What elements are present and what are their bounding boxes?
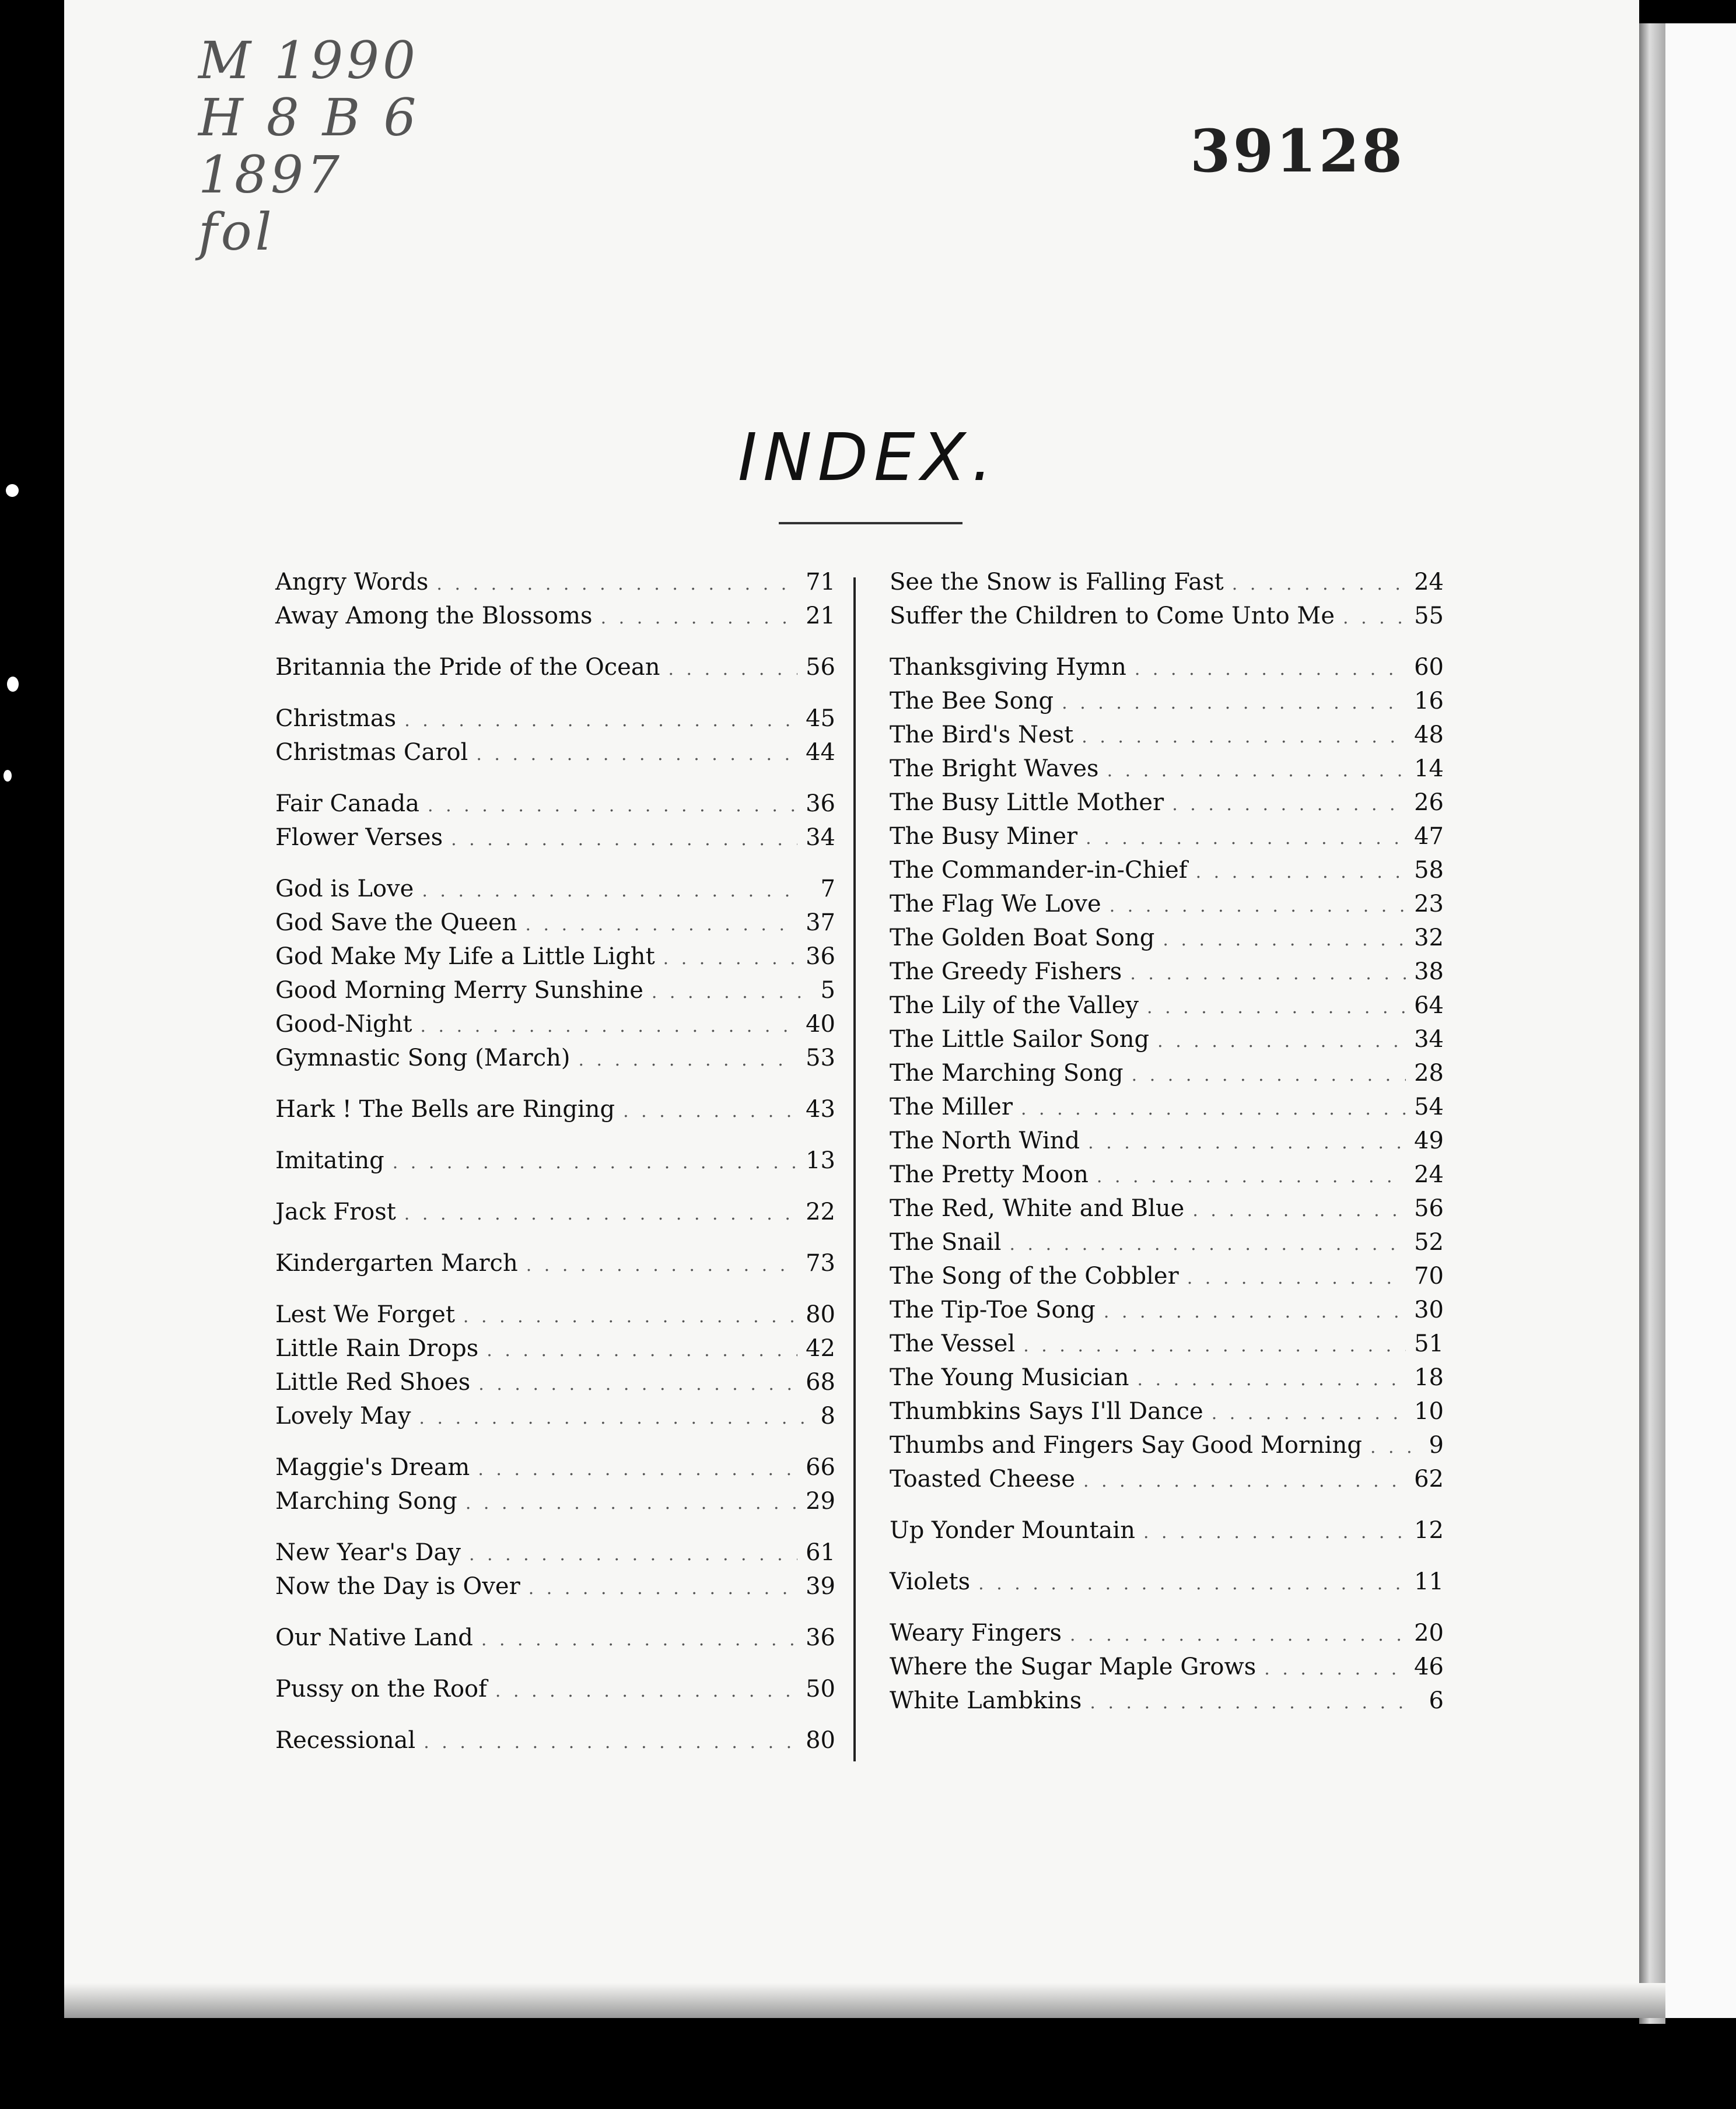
index-entry [890,1517,1444,1551]
index-entry [890,1653,1444,1687]
accession-number: 39128 [1190,117,1405,185]
dot-leader [1086,828,1406,849]
entry-page-number: 7 [820,875,835,902]
entry-title: The Song of the Cobbler [890,1263,1179,1290]
entry-page-number: 47 [1414,823,1444,850]
index-column-left [275,569,835,1761]
index-entry [275,875,835,909]
entry-title: God Save the Queen [275,909,517,936]
entry-page-number: 22 [806,1199,835,1225]
entry-title: Maggie's Dream [275,1454,470,1481]
entry-title: Now the Day is Over [275,1573,520,1600]
entry-title: Violets [890,1568,971,1595]
entry-title: The Young Musician [890,1364,1129,1391]
entry-page-number: 23 [1414,891,1444,917]
dot-leader [1062,693,1406,713]
entry-page-number: 28 [1414,1060,1444,1087]
entry-title: Imitating [275,1147,384,1174]
index-entry [890,891,1444,924]
entry-title: The Miller [890,1094,1013,1120]
entry-title: Lovely May [275,1403,411,1430]
entry-title: See the Snow is Falling Fast [890,569,1224,595]
entry-title: Angry Words [275,569,429,595]
entry-title: The Red, White and Blue [890,1195,1185,1222]
index-entry [275,909,835,943]
index-entry [890,958,1444,992]
dot-leader [1082,727,1406,747]
entry-title: Hark ! The Bells are Ringing [275,1096,615,1123]
index-entry [275,1539,835,1573]
entry-page-number: 43 [806,1096,835,1123]
entry-title: The Bee Song [890,688,1054,714]
index-entry [890,1297,1444,1330]
entry-page-number: 24 [1414,569,1444,595]
index-entry [275,739,835,773]
dot-leader [526,1255,797,1276]
index-entry [890,1229,1444,1263]
dot-leader [1147,997,1406,1018]
dot-leader [1009,1234,1406,1255]
index-entry [275,705,835,739]
catalog-line: fol [198,202,275,262]
entry-title: The Busy Little Mother [890,789,1164,816]
entry-page-number: 73 [806,1250,835,1277]
index-entry [275,1045,835,1078]
index-entry [275,1369,835,1403]
index-entry [890,721,1444,755]
dot-leader [422,881,804,901]
entry-page-number: 16 [1414,688,1444,714]
dot-leader [1196,862,1406,882]
column-divider [853,577,856,1761]
index-entry [275,1624,835,1658]
entry-page-number: 68 [806,1369,835,1396]
index-entry [890,823,1444,857]
entry-title: Christmas [275,705,397,732]
entry-page-number: 6 [1429,1687,1444,1714]
entry-page-number: 54 [1414,1094,1444,1120]
entry-title: God is Love [275,875,414,902]
dot-leader [436,574,797,594]
index-entry [275,1011,835,1045]
entry-page-number: 36 [806,1624,835,1651]
entry-title: Recessional [275,1727,416,1754]
dot-leader [1264,1659,1406,1679]
entry-page-number: 56 [1414,1195,1444,1222]
dot-leader [663,948,797,969]
dot-leader [668,659,797,679]
dot-leader [481,1630,797,1650]
dot-leader [652,982,804,1003]
entry-title: New Year's Day [275,1539,461,1566]
index-entry [890,654,1444,688]
index-entry [890,1195,1444,1229]
entry-page-number: 34 [806,824,835,851]
entry-page-number: 32 [1414,924,1444,951]
entry-page-number: 18 [1414,1364,1444,1391]
page-bottom-shadow [64,1983,1665,2018]
index-entry [275,602,835,636]
index-entry [275,977,835,1011]
dot-leader [1088,1133,1406,1153]
index-entry [275,1147,835,1181]
index-entry [890,1060,1444,1094]
entry-title: The Tip-Toe Song [890,1297,1096,1323]
entry-title: Up Yonder Mountain [890,1517,1135,1544]
entry-title: Thumbs and Fingers Say Good Morning [890,1432,1362,1459]
index-entry [275,654,835,688]
entry-title: Good Morning Merry Sunshine [275,977,643,1004]
entry-page-number: 5 [820,977,835,1004]
index-entry [275,1454,835,1488]
entry-page-number: 80 [806,1727,835,1754]
entry-page-number: 12 [1414,1517,1444,1544]
index-entry [275,1727,835,1761]
index-entry [890,789,1444,823]
entry-page-number: 14 [1414,755,1444,782]
next-page-strip [1665,23,1736,2018]
index-entry [890,569,1444,602]
entry-title: The Busy Miner [890,823,1078,850]
index-entry [275,1199,835,1232]
index-entry [890,1620,1444,1653]
dot-leader [1138,1369,1406,1390]
dot-leader [469,1544,797,1565]
entry-page-number: 52 [1414,1229,1444,1256]
entry-page-number: 36 [806,943,835,970]
entry-page-number: 50 [806,1676,835,1702]
dot-leader [1192,1200,1406,1221]
entry-page-number: 20 [1414,1620,1444,1646]
index-entry [275,1250,835,1284]
entry-title: Little Red Shoes [275,1369,471,1396]
entry-page-number: 38 [1414,958,1444,985]
dot-leader [1163,930,1406,950]
entry-title: The Flag We Love [890,891,1101,917]
index-entry [890,1330,1444,1364]
dot-leader [463,1306,797,1327]
entry-page-number: 30 [1414,1297,1444,1323]
entry-page-number: 48 [1414,721,1444,748]
entry-title: God Make My Life a Little Light [275,943,655,970]
entry-title: Little Rain Drops [275,1335,479,1362]
entry-page-number: 36 [806,790,835,817]
entry-page-number: 71 [806,569,835,595]
dot-leader [1172,794,1406,815]
index-entry [890,1687,1444,1721]
entry-page-number: 55 [1414,602,1444,629]
dot-leader [601,608,798,628]
entry-title: Away Among the Blossoms [275,602,593,629]
entry-page-number: 34 [1414,1026,1444,1053]
dot-leader [428,796,797,816]
index-entry [890,602,1444,636]
dot-leader [578,1050,797,1070]
dot-leader [1107,761,1406,781]
entry-page-number: 80 [806,1301,835,1328]
index-entry [890,755,1444,789]
dot-leader [451,829,797,850]
page-title: INDEX. [737,420,999,496]
entry-page-number: 42 [806,1335,835,1362]
dot-leader [1104,1302,1406,1322]
dot-leader [1343,608,1406,628]
dot-leader [1097,1166,1406,1187]
entry-title: The Pretty Moon [890,1161,1088,1188]
entry-title: Gymnastic Song (March) [275,1045,570,1071]
entry-page-number: 24 [1414,1161,1444,1188]
entry-page-number: 70 [1414,1263,1444,1290]
index-entry [275,824,835,858]
entry-title: Marching Song [275,1488,457,1515]
entry-title: Pussy on the Roof [275,1676,487,1702]
entry-title: Flower Verses [275,824,443,851]
index-column-right [890,569,1444,1721]
entry-page-number: 40 [806,1011,835,1038]
entry-title: The Marching Song [890,1060,1124,1087]
entry-page-number: 13 [806,1147,835,1174]
index-entry [275,1676,835,1709]
entry-title: The Golden Boat Song [890,924,1155,951]
index-entry [275,1403,835,1437]
dot-leader [419,1408,804,1428]
index-entry [890,857,1444,891]
index-entry [890,1161,1444,1195]
entry-page-number: 46 [1414,1653,1444,1680]
entry-title: The Little Sailor Song [890,1026,1150,1053]
entry-title: Fair Canada [275,790,420,817]
index-entry [890,1094,1444,1127]
entry-page-number: 10 [1414,1398,1444,1425]
entry-page-number: 60 [1414,654,1444,681]
index-entry [275,943,835,977]
catalog-line: H 8 B 6 [198,87,420,148]
entry-page-number: 44 [806,739,835,766]
entry-page-number: 56 [806,654,835,681]
dot-leader [424,1732,797,1753]
entry-page-number: 53 [806,1045,835,1071]
entry-page-number: 58 [1414,857,1444,884]
dot-leader [1232,574,1406,594]
index-entry [890,924,1444,958]
dot-leader [1070,1625,1406,1645]
dot-leader [1132,1065,1406,1085]
entry-title: Suffer the Children to Come Unto Me [890,602,1335,629]
entry-title: The Snail [890,1229,1002,1256]
entry-title: The Bird's Nest [890,721,1074,748]
entry-page-number: 9 [1429,1432,1444,1459]
entry-page-number: 45 [806,705,835,732]
entry-title: The Vessel [890,1330,1016,1357]
dot-leader [1021,1099,1406,1119]
entry-title: Toasted Cheese [890,1466,1076,1493]
dot-leader [1143,1522,1406,1543]
dot-leader [1083,1471,1406,1491]
index-entry [890,688,1444,721]
entry-title: The Commander-in-Chief [890,857,1188,884]
entry-page-number: 39 [806,1573,835,1600]
dot-leader [978,1574,1406,1594]
entry-title: Where the Sugar Maple Grows [890,1653,1256,1680]
entry-page-number: 8 [820,1403,835,1430]
entry-title: Good-Night [275,1011,412,1038]
catalog-line: M 1990 [198,30,419,90]
dot-leader [487,1340,797,1361]
entry-page-number: 62 [1414,1466,1444,1493]
dot-leader [393,1152,797,1173]
dot-leader [623,1101,797,1122]
entry-page-number: 51 [1414,1330,1444,1357]
entry-title: Thanksgiving Hymn [890,654,1126,681]
dot-leader [1090,1693,1412,1713]
index-entry [890,1466,1444,1500]
dot-leader [525,915,797,935]
index-entry [275,790,835,824]
entry-title: The Bright Waves [890,755,1099,782]
entry-page-number: 61 [806,1539,835,1566]
entry-title: Kindergarten March [275,1250,518,1277]
index-entry [890,1568,1444,1602]
entry-title: The Lily of the Valley [890,992,1139,1019]
entry-page-number: 21 [806,602,835,629]
page-edge-shadow [1639,23,1665,2024]
entry-title: Our Native Land [275,1624,473,1651]
dot-leader [478,1374,797,1395]
index-entry [275,1488,835,1522]
index-entry [890,1398,1444,1432]
entry-title: The North Wind [890,1127,1080,1154]
entry-title: Thumbkins Says I'll Dance [890,1398,1203,1425]
dot-leader [1135,659,1406,679]
catalog-line: 1897 [198,145,343,205]
scan-speck [4,770,12,782]
dot-leader [1212,1403,1406,1424]
entry-page-number: 26 [1414,789,1444,816]
dot-leader [1370,1437,1412,1458]
dot-leader [1023,1336,1406,1356]
entry-title: Lest We Forget [275,1301,455,1328]
index-entry [275,1335,835,1369]
index-entry [890,992,1444,1026]
entry-page-number: 11 [1414,1568,1444,1595]
entry-title: White Lambkins [890,1687,1082,1714]
index-entry [275,1096,835,1130]
entry-page-number: 29 [806,1488,835,1515]
dot-leader [476,744,797,765]
title-rule [779,522,963,524]
dot-leader [1130,964,1406,984]
index-entry [890,1432,1444,1466]
dot-leader [495,1681,797,1701]
handwritten-catalog-mark [198,32,419,261]
entry-page-number: 37 [806,909,835,936]
index-entry [890,1127,1444,1161]
dot-leader [528,1578,797,1599]
dot-leader [1110,896,1406,916]
dot-leader [466,1493,797,1514]
scan-speck [7,677,19,692]
index-entry [275,569,835,602]
index-entry [890,1026,1444,1060]
entry-title: The Greedy Fishers [890,958,1122,985]
dot-leader [478,1459,797,1480]
dot-leader [404,710,797,731]
dot-leader [420,1016,797,1036]
index-entry [275,1573,835,1607]
entry-title: Christmas Carol [275,739,468,766]
entry-title: Britannia the Pride of the Ocean [275,654,660,681]
dot-leader [404,1204,797,1224]
index-entry [275,1301,835,1335]
entry-page-number: 64 [1414,992,1444,1019]
index-entry [890,1263,1444,1297]
entry-title: Jack Frost [275,1199,396,1225]
index-entry [890,1364,1444,1398]
entry-page-number: 49 [1414,1127,1444,1154]
entry-title: Weary Fingers [890,1620,1062,1646]
dot-leader [1187,1268,1406,1288]
dot-leader [1157,1031,1406,1052]
entry-page-number: 66 [806,1454,835,1481]
